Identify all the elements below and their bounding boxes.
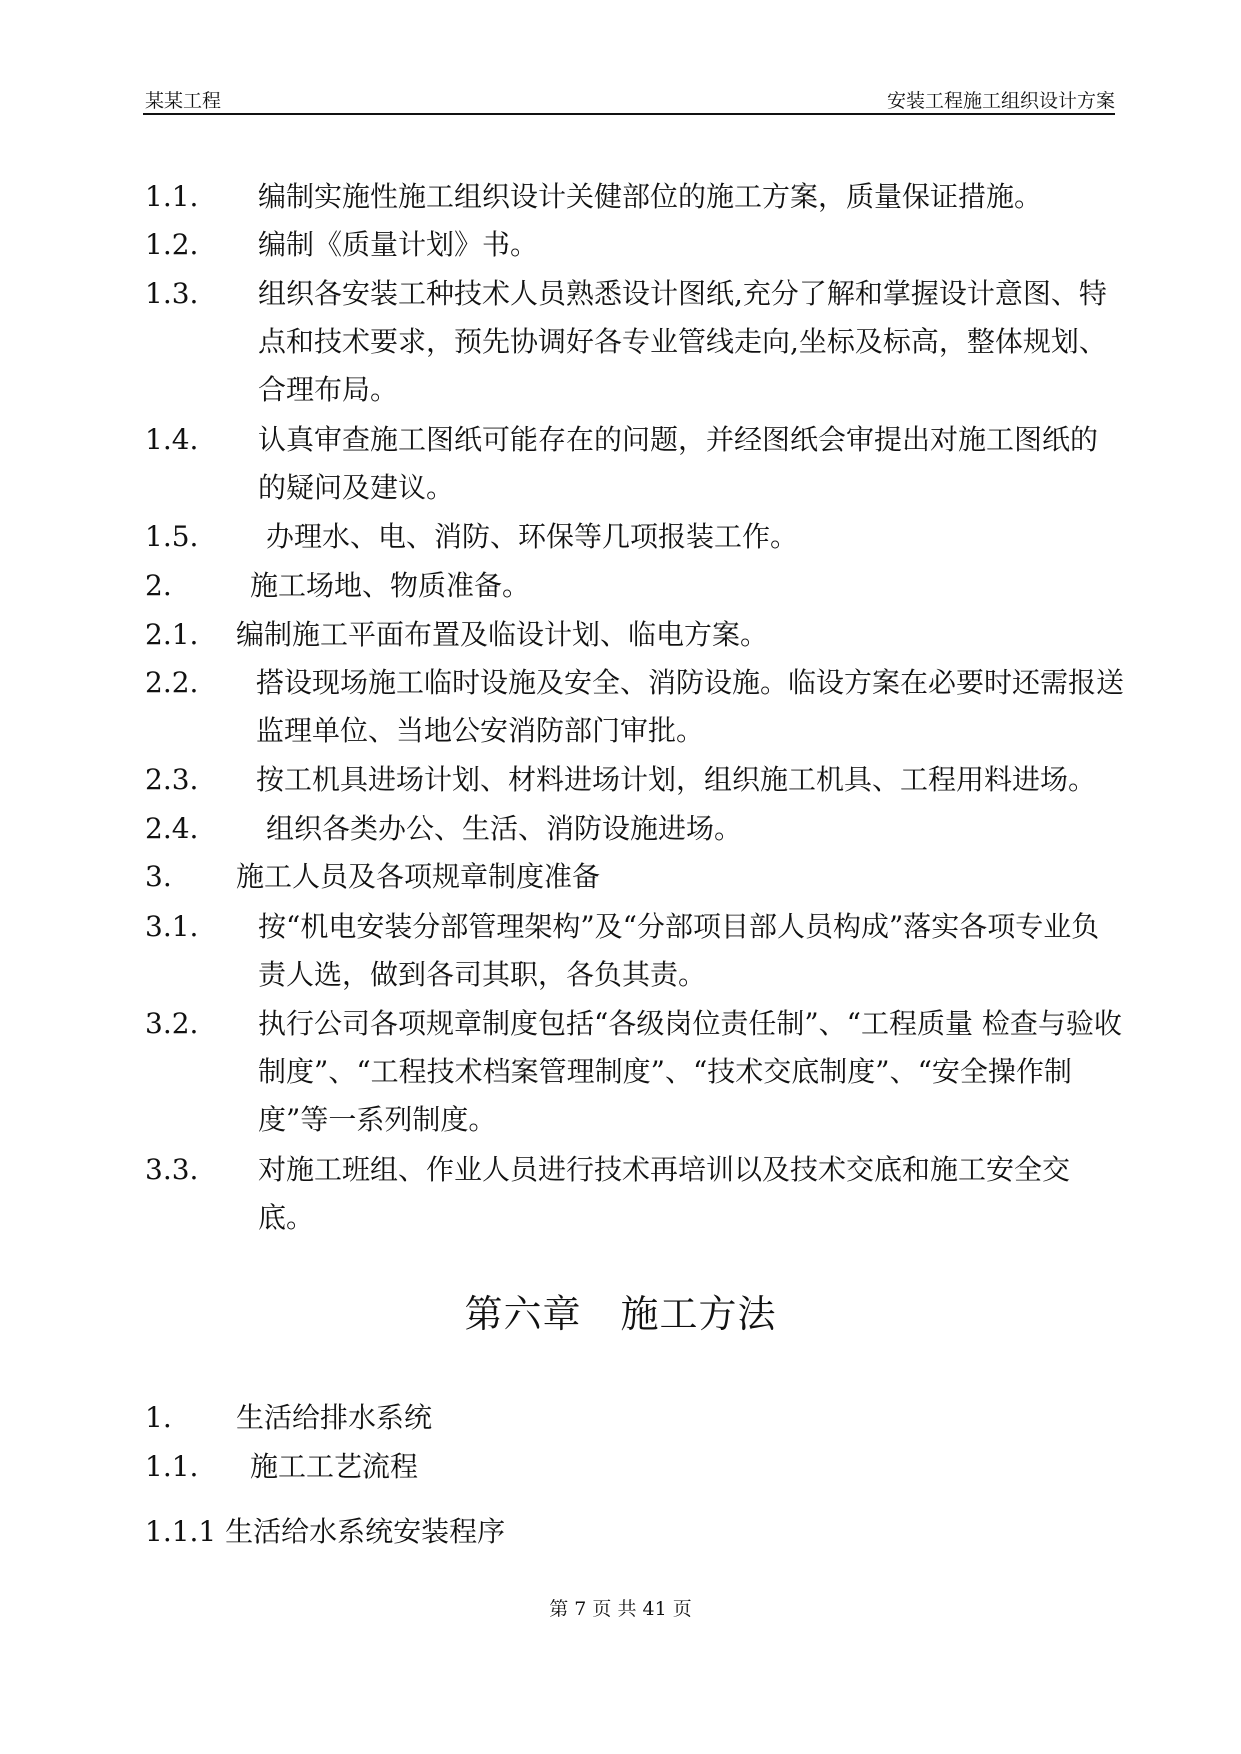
header-rule [143,113,1115,115]
item-text: 施工人员及各项规章制度准备 [236,860,601,893]
chapter-title: 第六章 施工方法 [464,1292,777,1336]
item-text: 对施工班组、作业人员进行技术再培训以及技术交底和施工安全交底。 [258,1153,1071,1234]
section-number: 1.1. [145,1450,199,1483]
item-text: 编制《质量计划》书。 [258,228,539,261]
item-number: 3.2. [145,1007,199,1040]
list-item [145,562,1125,610]
item-text: 执行公司各项规章制度包括“各级岗位责任制”、“工程质量 检查与验收制度”、“工程技术档案管理制度”、“技术交底制度”、“安全操作制度”等一系列制度。 [258,1007,1122,1136]
item-text: 编制实施性施工组织设计关健部位的施工方案，质量保证措施。 [258,180,1043,213]
item-number: 1.5. [145,520,199,553]
item-text: 搭设现场施工临时设施及安全、消防设施。临设方案在必要时还需报送监理单位、当地公安消防部门审批。 [256,666,1125,747]
section-heading [145,1394,1125,1442]
list-item [145,1000,1125,1144]
list-item [145,805,1125,853]
list-item [145,416,1125,512]
item-number: 3.3. [145,1153,199,1186]
item-number: 1.4. [145,423,199,456]
section-number: 1. [145,1401,172,1434]
item-number: 2.4. [145,812,199,845]
subsection-title: 1.1.1 生活给水系统安装程序 [145,1515,506,1548]
item-text: 按“机电安装分部管理架构”及“分部项目部人员构成”落实各项专业负责人选，做到各司其职，各负其责。 [258,910,1100,991]
item-number: 1.1. [145,180,199,213]
page-header-right: 安装工程施工组织设计方案 [886,90,1115,112]
item-number: 1.2. [145,228,199,261]
list-item [145,853,1125,901]
section-text: 施工工艺流程 [250,1450,419,1483]
item-number: 3. [145,860,172,893]
list-item [145,1146,1125,1242]
page-header-left: 某某工程 [145,90,222,112]
list-item [145,221,1125,269]
list-item [145,611,1125,659]
item-text: 组织各类办公、生活、消防设施进场。 [266,812,743,845]
page-footer: 第 7 页 共 41 页 [549,1598,692,1620]
list-item [145,903,1125,999]
item-text: 组织各安装工种技术人员熟悉设计图纸,充分了解和掌握设计意图、特点和技术要求，预先协调好各专业管线走向,坐标及标高，整体规划、合理布局。 [258,277,1107,406]
item-text: 办理水、电、消防、环保等几项报装工作。 [266,520,799,553]
item-text: 按工机具进场计划、材料进场计划，组织施工机具、工程用料进场。 [256,763,1097,796]
section-text: 生活给排水系统 [236,1401,433,1434]
item-number: 1.3. [145,277,199,310]
list-item [145,659,1125,755]
list-item [145,270,1125,414]
list-item [145,173,1125,221]
item-text: 编制施工平面布置及临设计划、临电方案。 [236,618,769,651]
item-number: 2. [145,569,172,602]
section-heading [145,1443,1125,1491]
list-item [145,756,1125,804]
item-text: 施工场地、物质准备。 [250,569,531,602]
item-number: 3.1. [145,910,199,943]
item-number: 2.2. [145,666,199,699]
item-number: 2.3. [145,763,199,796]
item-text: 认真审查施工图纸可能存在的问题，并经图纸会审提出对施工图纸的的疑问及建议。 [258,423,1099,504]
list-item [145,513,1125,561]
item-number: 2.1. [145,618,199,651]
